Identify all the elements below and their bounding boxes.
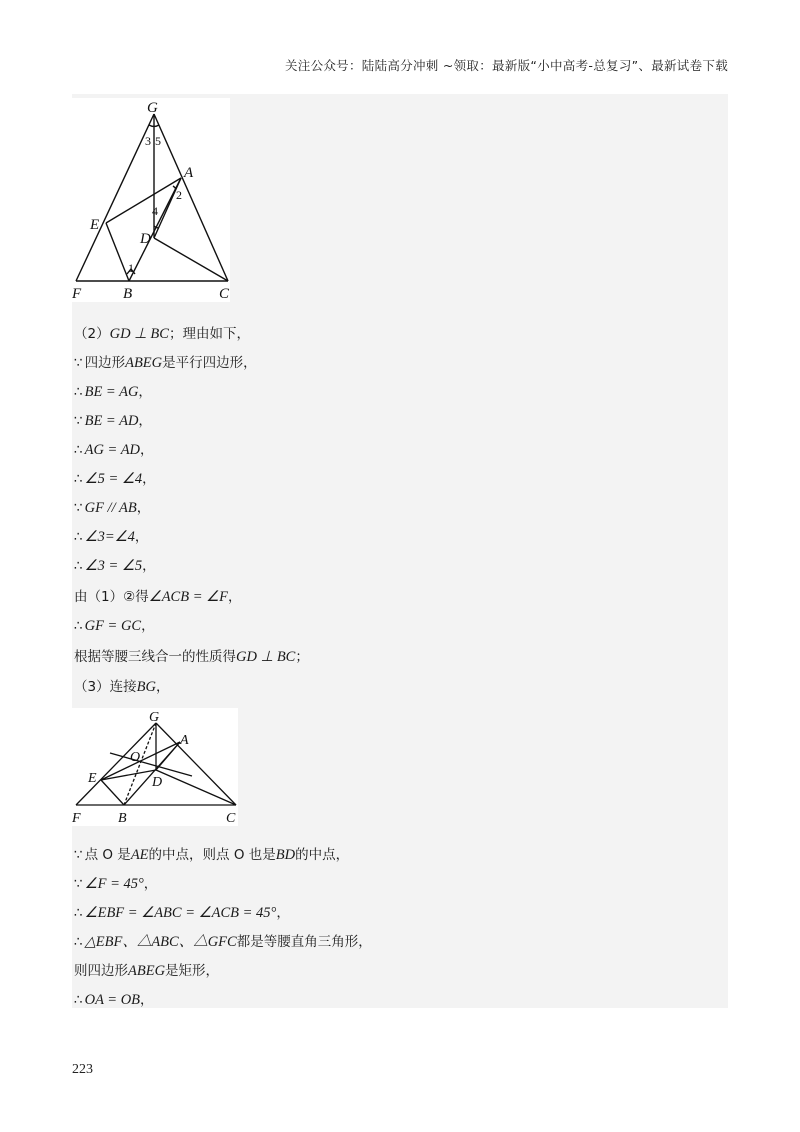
solution-line: ∴ △EBF、△ABC、△GFC都是等腰直角三角形， — [74, 934, 372, 950]
solution-line: ∵ 四边形ABEG是平行四边形， — [74, 355, 257, 371]
solution-line: 由（1）②得∠ACB = ∠F， — [74, 589, 242, 605]
label-e: E — [88, 771, 97, 786]
solution-line: ∴ ∠3=∠4， — [74, 529, 149, 545]
solution-line: ∴ GF = GC， — [74, 618, 155, 634]
label-d: D — [140, 231, 151, 247]
label-f: F — [72, 811, 81, 826]
solution-line: ∴ AG = AD， — [74, 442, 154, 458]
solution-line: （2）GD ⊥ BC；理由如下， — [74, 326, 250, 342]
solution-line: ∵ BE = AD， — [74, 413, 152, 429]
label-g: G — [149, 710, 160, 725]
label-e: E — [90, 217, 100, 233]
label-o: O — [130, 750, 141, 765]
page-number: 223 — [72, 1062, 93, 1077]
page-header: 关注公众号：陆陆高分冲刺 ~领取：最新版“小中高考-总复习”、最新试卷下载 — [284, 58, 728, 73]
solution-line: ∴ BE = AG， — [74, 384, 152, 400]
label-b: B — [118, 811, 127, 826]
label-c: C — [226, 811, 236, 826]
label-angle-1: 1 — [128, 261, 134, 275]
solution-line: ∴ ∠5 = ∠4， — [74, 471, 156, 487]
geometry-figure-1 — [72, 98, 230, 302]
solution-line: 根据等腰三线合一的性质得GD ⊥ BC； — [74, 649, 309, 665]
label-angle-3: 3 — [145, 134, 151, 148]
solution-line: ∴ OA = OB， — [74, 992, 154, 1008]
label-angle-5: 5 — [155, 134, 161, 148]
label-angle-2: 2 — [176, 188, 182, 202]
solution-line: （3）连接BG， — [74, 679, 170, 695]
label-a: A — [184, 165, 194, 181]
label-d: D — [152, 775, 163, 790]
solution-line: ∵ ∠F = 45°， — [74, 876, 158, 892]
label-b: B — [123, 286, 133, 302]
solution-line: ∴ ∠EBF = ∠ABC = ∠ACB = 45°， — [74, 905, 290, 921]
label-g: G — [147, 100, 158, 116]
label-angle-4: 4 — [152, 204, 158, 218]
solution-line: ∵ 点 O 是AE的中点，则点 O 也是BD的中点， — [74, 847, 350, 863]
solution-line: ∴ ∠3 = ∠5， — [74, 558, 156, 574]
label-c: C — [219, 286, 230, 302]
geometry-figure-2 — [72, 708, 238, 826]
label-a: A — [180, 733, 189, 748]
solution-line: 则四边形ABEG是矩形， — [74, 963, 220, 979]
label-f: F — [72, 286, 82, 302]
solution-line: ∵ GF // AB， — [74, 500, 151, 516]
